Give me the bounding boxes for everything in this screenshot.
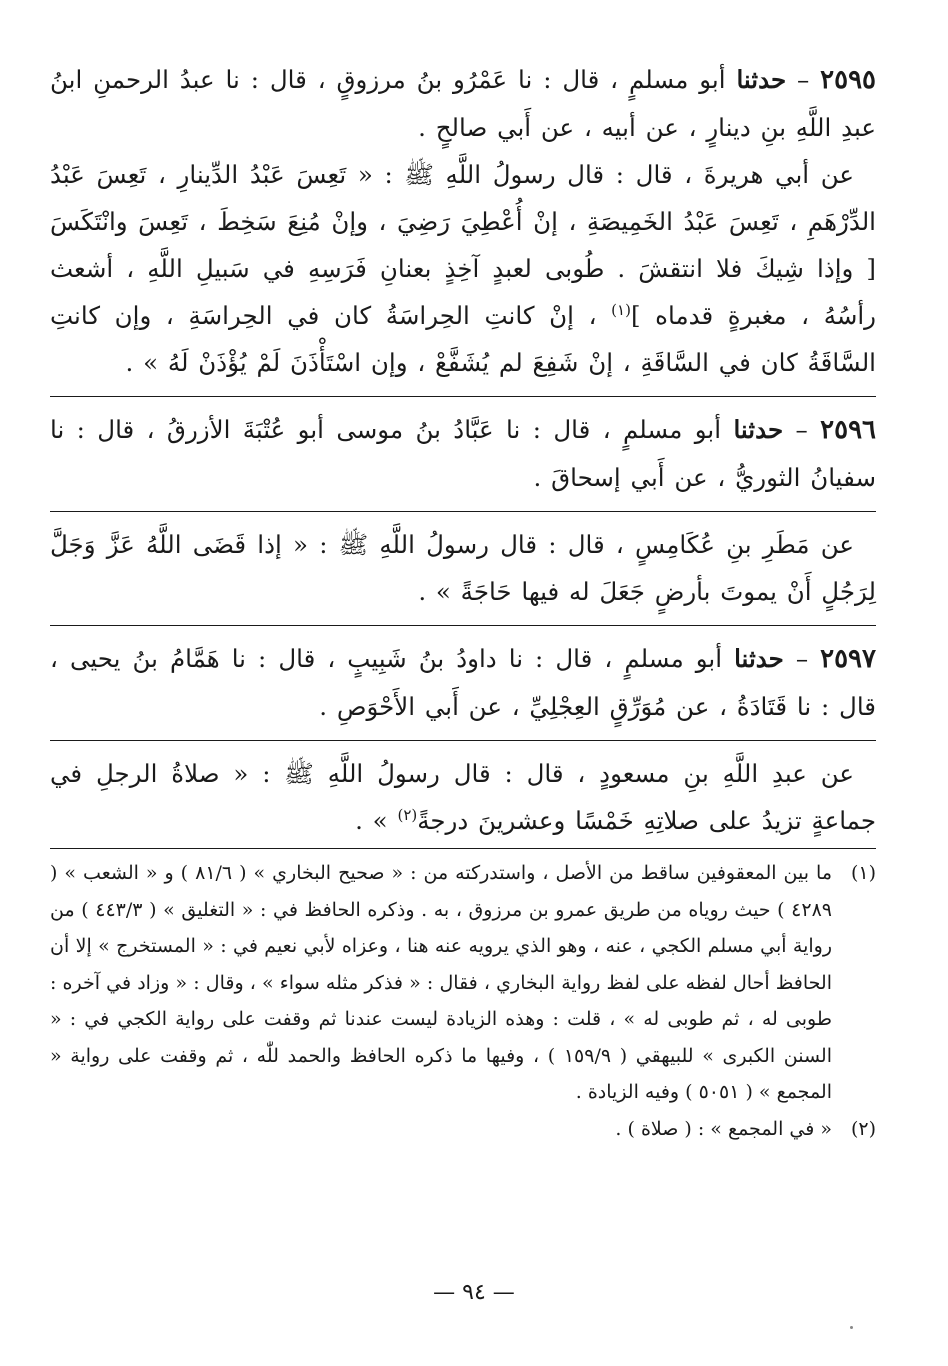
footnotes [50,848,876,1147]
hadith-2596-isnad [50,406,876,501]
hadith-text-part: ، إنْ كانتِ الحِراسَةُ كان في الحِراسَةِ ، وإن كانتِ السَّاقَةُ كان في السَّاقَةِ ، إنْ شَفِعَ لم يُشَفَّعْ ، وإن اسْتَأْذَنَ لَمْ يُؤْذَنْ لَهُ » . [50,301,876,377]
hadith-separator [50,396,876,398]
hadith-2595-text [50,151,876,386]
footnote-number: (١) [850,862,876,884]
footnote-2 [50,1111,876,1148]
scan-speck [850,1326,853,1329]
hadith-text-part: عن أبي هريرةَ ، قال : قال رسولُ اللَّهِ ﷺ : « تَعِسَ عَبْدُ الدِّينارِ ، تَعِسَ عَبْدُ الدِّرْهَمِ ، تَعِسَ عَبْدُ الخَمِيصَةِ ، إنْ أُعْطِيَ رَضِيَ ، وإنْ مُنِعَ سَخِطَ ، تَعِسَ وانْتَكَسَ [ وإذا شِيكَ فلا انتقشَ . طُوبى لعبدٍ آخِذٍ بعنانِ فَرَسِهِ في سَبيلِ اللَّهِ ، أشعث رأسُهُ ، مغبرةٍ قدماه ] [50,160,877,330]
dash: – [795,644,809,673]
page-number: — ٩٤ — [433,1280,515,1305]
footnote-1 [50,855,876,1111]
isnad-lead: حدثنا [736,65,787,94]
hadith-separator [50,740,876,742]
hadith-number: ٢٥٩٦ [820,415,877,445]
hadith-text-part: » . [355,806,388,835]
hadith-2597-text [50,750,876,844]
footnote-text: « في المجمع » : ( صلاة ) . [615,1117,832,1140]
isnad-chain: أبو مسلمٍ ، قال : نا داودُ بنُ شَبِيبٍ ، قال : نا هَمَّامُ بنُ يحيى ، قال : نا قَتَادَةُ ، عن مُوَرِّقٍ العِجْلِيِّ ، عن أَبي الأَحْوَصِ . [50,644,876,721]
hadith-2596-text [50,521,876,615]
isnad-lead: حدثنا [733,415,784,444]
footnote-text: ما بين المعقوفين ساقط من الأصل ، واستدركته من : « صحيح البخاري » ( ٨١/٦ ) و « الشعب » ( ٤٢٨٩ ) حيث روياه من طريق عمرو بن مرزوق ، به . وذكره الحافظ في : « التغليق » ( ٤٤٣/٣ ) من رواية أبي مسلم الكجي ، عنه ، وهو الذي يرويه عنه هنا ، وعزاه لأبي نعيم في : « المستخرج » إلا أن الحافظ أحال لفظه على لفظ رواية البخاري ، فقال : « فذكر مثله سواء » ، وقال : « وزاد في آخره : طوبى له ، ثم طوبى له » ، قلت : وهذه الزيادة ليست عندنا ثم وقفت على رواية الكجي في : « السنن الكبرى » للبيهقي ( ١٥٩/٩ ) ، وفيها ما ذكره الحافظ والحمد للّٰه ، ثم وقفت على رواية « المجمع » ( ٥٠٥١ ) وفيه الزيادة . [50,862,832,1103]
footnote-marker: (٢) [397,805,418,824]
hadith-separator [50,625,876,627]
footnote-number: (٢) [850,1117,876,1140]
dash: – [797,65,810,94]
book-page [50,56,876,1147]
hadith-number: ٢٥٩٥ [820,65,877,95]
hadith-2595-isnad [50,56,876,151]
isnad-chain: أبو مسلمٍ ، قال : نا عَمْرُو بنُ مرزوقٍ ، قال : نا عبدُ الرحمنِ ابنُ عبدِ اللَّهِ بنِ دينارٍ ، عن أبيه ، عن أَبي صالحٍ . [50,65,876,142]
hadith-number: ٢٥٩٧ [820,644,876,674]
isnad-lead: حدثنا [734,644,784,673]
hadith-text-part: عن عبدِ اللَّهِ بنِ مسعودٍ ، قال : قال رسولُ اللَّهِ ﷺ : « صلاةُ الرجلِ في جماعةٍ تزيدُ على صلاتِهِ خَمْسًا وعشرينَ درجةً [50,759,876,835]
main-text [50,56,876,844]
hadith-separator [50,511,876,513]
footnote-marker: (١) [611,300,631,319]
dash: – [795,415,808,444]
hadith-text-part: عن مَطَرِ بنِ عُكَامِسٍ ، قال : قال رسولُ اللَّهِ ﷺ : « إذا قَضَى اللَّهُ عَزَّ وَجَلَّ لِرَجُلٍ أَنْ يموتَ بأرضٍ جَعَلَ له فيها حَاجَةً » . [50,530,876,606]
isnad-chain: أبو مسلمٍ ، قال : نا عَبَّادُ بنُ موسى أبو عُتْبَةَ الأزرقُ ، قال : نا سفيانُ الثوريُّ ، عن أَبي إسحاقَ . [50,415,876,492]
hadith-2597-isnad [50,635,876,730]
